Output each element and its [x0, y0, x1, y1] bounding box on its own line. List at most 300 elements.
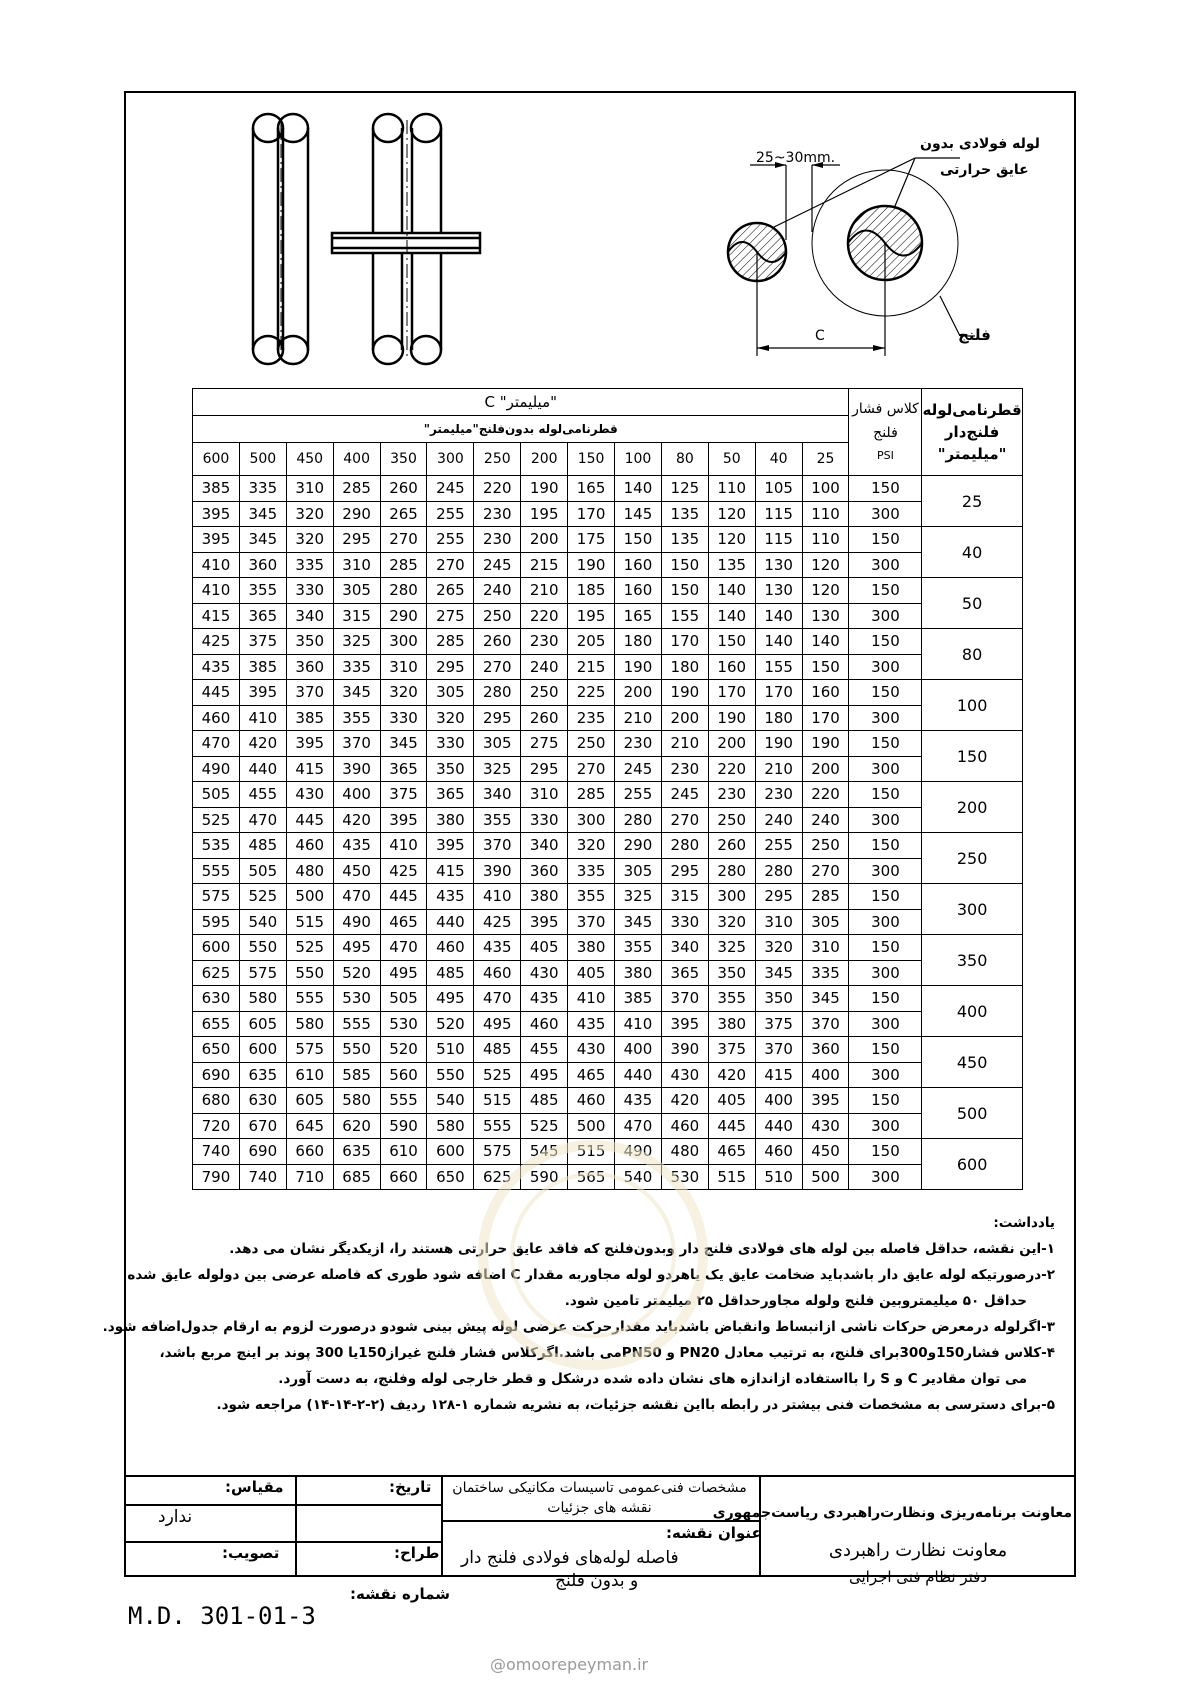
table-cell: 505 [380, 986, 427, 1012]
table-cell: 605 [239, 1011, 286, 1037]
table-cell: 490 [193, 756, 240, 782]
table-cell: 400 [333, 782, 380, 808]
nominal-size-cell: 150 [922, 731, 1022, 782]
table-cell: 230 [474, 501, 521, 527]
table-cell: 320 [427, 705, 474, 731]
table-cell: 365 [661, 960, 708, 986]
table-cell: 555 [474, 1113, 521, 1139]
table-cell: 385 [286, 705, 333, 731]
table-cell: 380 [708, 1011, 755, 1037]
table-cell: 300 [380, 629, 427, 655]
table-cell: 470 [333, 884, 380, 910]
table-cell: 395 [286, 731, 333, 757]
pressure-class-cell: 300 [849, 1164, 922, 1190]
table-cell: 370 [802, 1011, 849, 1037]
table-cell: 280 [708, 858, 755, 884]
table-cell: 220 [474, 476, 521, 502]
table-cell: 285 [333, 476, 380, 502]
table-cell: 340 [521, 833, 568, 859]
table-cell: 230 [755, 782, 802, 808]
table-cell: 270 [802, 858, 849, 884]
table-cell: 220 [521, 603, 568, 629]
table-cell: 405 [568, 960, 615, 986]
pressure-class-cell: 150 [849, 476, 922, 502]
table-cell: 285 [568, 782, 615, 808]
table-cell: 310 [802, 935, 849, 961]
table-cell: 130 [755, 552, 802, 578]
table-cell: 140 [708, 603, 755, 629]
table-cell: 415 [286, 756, 333, 782]
table-cell: 365 [239, 603, 286, 629]
table-cell: 360 [521, 858, 568, 884]
table-cell: 660 [380, 1164, 427, 1190]
pipe-with-flange-elevation [332, 114, 480, 364]
pressure-class-cell: 300 [849, 756, 922, 782]
table-cell: 245 [661, 782, 708, 808]
table-cell: 720 [193, 1113, 240, 1139]
table-cell: 205 [568, 629, 615, 655]
table-cell: 150 [661, 578, 708, 604]
table-cell: 530 [333, 986, 380, 1012]
drawing-title-line-1: فاصله لوله‌های فولادی فلنج دار [461, 1548, 679, 1568]
table-cell: 550 [427, 1062, 474, 1088]
table-cell: 410 [193, 552, 240, 578]
table-cell: 585 [333, 1062, 380, 1088]
header-sub: قطرنامی‌لوله بدون‌فلنج"میلیمتر" [193, 416, 849, 443]
table-cell: 215 [568, 654, 615, 680]
table-row [193, 680, 1023, 706]
table-cell: 535 [193, 833, 240, 859]
table-cell: 440 [427, 909, 474, 935]
table-cell: 310 [333, 552, 380, 578]
table-row [193, 603, 1023, 629]
table-cell: 590 [521, 1164, 568, 1190]
table-cell: 190 [708, 705, 755, 731]
table-cell: 520 [380, 1037, 427, 1063]
table-cell: 100 [802, 476, 849, 502]
table-cell: 120 [802, 578, 849, 604]
table-cell: 410 [193, 578, 240, 604]
table-cell: 525 [521, 1113, 568, 1139]
table-cell: 500 [568, 1113, 615, 1139]
table-cell: 250 [474, 603, 521, 629]
nominal-size-cell: 450 [922, 1037, 1022, 1088]
header-nominal: قطرنامی‌لوله فلنج‌دار "میلیمتر" [922, 389, 1022, 476]
table-cell: 325 [474, 756, 521, 782]
table-cell: 120 [708, 527, 755, 553]
table-cell: 435 [427, 884, 474, 910]
table-cell: 590 [380, 1113, 427, 1139]
table-cell: 320 [708, 909, 755, 935]
table-cell: 230 [521, 629, 568, 655]
table-cell: 450 [802, 1139, 849, 1165]
table-cell: 335 [333, 654, 380, 680]
table-cell: 385 [193, 476, 240, 502]
table-cell: 395 [521, 909, 568, 935]
table-cell: 580 [286, 1011, 333, 1037]
table-cell: 595 [193, 909, 240, 935]
table-cell: 255 [427, 501, 474, 527]
table-cell: 345 [239, 527, 286, 553]
table-cell: 410 [568, 986, 615, 1012]
table-cell: 425 [474, 909, 521, 935]
table-cell: 420 [333, 807, 380, 833]
table-cell: 140 [755, 603, 802, 629]
table-cell: 415 [755, 1062, 802, 1088]
table-row [193, 476, 1023, 502]
table-cell: 175 [568, 527, 615, 553]
pressure-class-cell: 150 [849, 782, 922, 808]
table-cell: 325 [708, 935, 755, 961]
table-cell: 600 [427, 1139, 474, 1165]
table-cell: 685 [333, 1164, 380, 1190]
table-cell: 435 [615, 1088, 662, 1114]
table-cell: 455 [521, 1037, 568, 1063]
pressure-class-cell: 150 [849, 1037, 922, 1063]
table-cell: 525 [286, 935, 333, 961]
table-cell: 315 [333, 603, 380, 629]
table-cell: 530 [380, 1011, 427, 1037]
organization-line-1: معاونت برنامه‌ریزی ونظارت‌راهبردی ریاست‌جمهوری [712, 1505, 1072, 1521]
table-cell: 395 [239, 680, 286, 706]
table-cell: 115 [755, 501, 802, 527]
table-cell: 430 [568, 1037, 615, 1063]
table-cell: 275 [427, 603, 474, 629]
table-cell: 465 [708, 1139, 755, 1165]
table-cell: 105 [755, 476, 802, 502]
table-cell: 395 [193, 501, 240, 527]
table-cell: 470 [474, 986, 521, 1012]
drawing-no-label: شماره نقشه: [350, 1585, 450, 1603]
table-cell: 680 [193, 1088, 240, 1114]
column-header-40: 40 [755, 443, 802, 476]
table-cell: 305 [802, 909, 849, 935]
table-cell: 120 [708, 501, 755, 527]
table-cell: 435 [568, 1011, 615, 1037]
table-cell: 740 [193, 1139, 240, 1165]
scale-label: مقیاس: [225, 1478, 284, 1496]
table-cell: 305 [474, 731, 521, 757]
table-row [193, 501, 1023, 527]
table-cell: 235 [568, 705, 615, 731]
table-cell: 280 [474, 680, 521, 706]
table-cell: 575 [286, 1037, 333, 1063]
nominal-size-cell: 80 [922, 629, 1022, 680]
table-cell: 350 [286, 629, 333, 655]
table-cell: 355 [239, 578, 286, 604]
table-cell: 110 [802, 501, 849, 527]
table-row [193, 1088, 1023, 1114]
notes-title: یادداشت: [993, 1215, 1055, 1231]
table-cell: 555 [380, 1088, 427, 1114]
table-cell: 430 [802, 1113, 849, 1139]
table-cell: 320 [755, 935, 802, 961]
table-cell: 320 [380, 680, 427, 706]
table-cell: 600 [193, 935, 240, 961]
table-cell: 610 [286, 1062, 333, 1088]
table-cell: 395 [802, 1088, 849, 1114]
table-cell: 455 [239, 782, 286, 808]
table-cell: 490 [333, 909, 380, 935]
table-cell: 385 [615, 986, 662, 1012]
table-cell: 650 [193, 1037, 240, 1063]
drawing-title-line-2: و بدون فلنج [555, 1571, 639, 1591]
table-cell: 400 [615, 1037, 662, 1063]
pressure-class-cell: 300 [849, 858, 922, 884]
table-cell: 330 [380, 705, 427, 731]
nominal-size-cell: 500 [922, 1088, 1022, 1139]
organization-line-3: دفتر نظام فنی اجرایی [848, 1568, 988, 1586]
table-cell: 270 [568, 756, 615, 782]
header-c: "میلیمتر" C [193, 389, 849, 416]
table-cell: 305 [427, 680, 474, 706]
table-cell: 520 [427, 1011, 474, 1037]
table-row [193, 1037, 1023, 1063]
table-cell: 210 [661, 731, 708, 757]
table-cell: 335 [802, 960, 849, 986]
table-cell: 380 [427, 807, 474, 833]
table-cell: 500 [286, 884, 333, 910]
table-cell: 435 [333, 833, 380, 859]
pressure-class-cell: 300 [849, 1113, 922, 1139]
table-cell: 370 [286, 680, 333, 706]
table-cell: 195 [521, 501, 568, 527]
table-cell: 480 [286, 858, 333, 884]
table-cell: 620 [333, 1113, 380, 1139]
table-cell: 460 [568, 1088, 615, 1114]
table-cell: 290 [615, 833, 662, 859]
table-cell: 295 [427, 654, 474, 680]
table-row [193, 833, 1023, 859]
table-cell: 470 [380, 935, 427, 961]
table-cell: 655 [193, 1011, 240, 1037]
watermark-seal-inner [510, 1172, 676, 1338]
table-cell: 340 [661, 935, 708, 961]
table-cell: 485 [521, 1088, 568, 1114]
pressure-class-cell: 300 [849, 603, 922, 629]
table-cell: 635 [333, 1139, 380, 1165]
table-cell: 345 [380, 731, 427, 757]
table-cell: 425 [380, 858, 427, 884]
pressure-class-cell: 150 [849, 1088, 922, 1114]
table-cell: 445 [380, 884, 427, 910]
organization-line-2: معاونت نظارت راهبردی [828, 1540, 1008, 1561]
table-cell: 505 [239, 858, 286, 884]
table-row [193, 1113, 1023, 1139]
table-cell: 630 [193, 986, 240, 1012]
table-cell: 325 [333, 629, 380, 655]
table-cell: 255 [615, 782, 662, 808]
table-cell: 395 [427, 833, 474, 859]
table-cell: 445 [286, 807, 333, 833]
table-cell: 120 [802, 552, 849, 578]
table-cell: 630 [239, 1088, 286, 1114]
note-1: ۱-این نقشه، حداقل فاصله بین لوله های فولادی فلنج دار وبدون‌فلنج که فاقد عایق حرارتی هستند را، ازیکدیگر نشان می دهد. [229, 1241, 1055, 1257]
note-2b: حداقل ۵۰ میلیمتروبین فلنج ولوله مجاورحداقل ۲۵ میلیمتر تامین شود. [564, 1293, 1027, 1309]
table-cell: 375 [755, 1011, 802, 1037]
table-cell: 320 [286, 501, 333, 527]
table-cell: 495 [521, 1062, 568, 1088]
table-row [193, 654, 1023, 680]
table-cell: 545 [521, 1139, 568, 1165]
table-cell: 330 [427, 731, 474, 757]
table-cell: 280 [661, 833, 708, 859]
clearance-label: 25~30mm. [756, 150, 836, 166]
table-cell: 400 [802, 1062, 849, 1088]
table-cell: 300 [568, 807, 615, 833]
pressure-class-cell: 300 [849, 654, 922, 680]
table-cell: 430 [521, 960, 568, 986]
nominal-size-cell: 200 [922, 782, 1022, 833]
pressure-class-cell: 150 [849, 884, 922, 910]
table-cell: 390 [333, 756, 380, 782]
table-cell: 550 [333, 1037, 380, 1063]
table-cell: 160 [615, 578, 662, 604]
table-cell: 320 [568, 833, 615, 859]
drawing-number: M.D. 301-01-3 [128, 1602, 316, 1630]
clearance-table [192, 388, 1023, 1190]
table-cell: 140 [755, 629, 802, 655]
table-row [193, 731, 1023, 757]
pressure-class-cell: 300 [849, 705, 922, 731]
table-cell: 435 [474, 935, 521, 961]
table-cell: 145 [615, 501, 662, 527]
table-cell: 195 [568, 603, 615, 629]
table-cell: 405 [708, 1088, 755, 1114]
table-cell: 190 [521, 476, 568, 502]
table-cell: 410 [615, 1011, 662, 1037]
table-cell: 280 [380, 578, 427, 604]
table-cell: 460 [427, 935, 474, 961]
table-cell: 285 [427, 629, 474, 655]
table-cell: 390 [474, 858, 521, 884]
drawing-title-label: عنوان نقشه: [666, 1524, 762, 1542]
table-cell: 275 [521, 731, 568, 757]
table-cell: 635 [239, 1062, 286, 1088]
table-cell: 210 [521, 578, 568, 604]
nominal-size-cell: 40 [922, 527, 1022, 578]
table-cell: 515 [286, 909, 333, 935]
table-cell: 230 [708, 782, 755, 808]
table-cell: 515 [568, 1139, 615, 1165]
table-cell: 740 [239, 1164, 286, 1190]
column-header-150: 150 [568, 443, 615, 476]
table-cell: 225 [568, 680, 615, 706]
table-cell: 495 [474, 1011, 521, 1037]
table-cell: 245 [615, 756, 662, 782]
table-cell: 155 [661, 603, 708, 629]
table-cell: 515 [708, 1164, 755, 1190]
table-cell: 220 [708, 756, 755, 782]
table-cell: 285 [802, 884, 849, 910]
table-cell: 270 [474, 654, 521, 680]
table-cell: 495 [380, 960, 427, 986]
table-cell: 555 [193, 858, 240, 884]
table-cell: 370 [333, 731, 380, 757]
table-cell: 330 [521, 807, 568, 833]
table-cell: 460 [474, 960, 521, 986]
table-cell: 370 [474, 833, 521, 859]
pressure-class-cell: 300 [849, 552, 922, 578]
table-cell: 395 [661, 1011, 708, 1037]
header-class: کلاس فشار فلنج PSI [849, 389, 922, 476]
table-cell: 350 [708, 960, 755, 986]
table-cell: 155 [755, 654, 802, 680]
table-cell: 135 [708, 552, 755, 578]
table-cell: 165 [615, 603, 662, 629]
table-cell: 470 [239, 807, 286, 833]
table-cell: 190 [802, 731, 849, 757]
table-cell: 435 [521, 986, 568, 1012]
table-row [193, 782, 1023, 808]
table-cell: 215 [521, 552, 568, 578]
table-row [193, 578, 1023, 604]
table-cell: 210 [755, 756, 802, 782]
table-cell: 115 [755, 527, 802, 553]
table-cell: 470 [615, 1113, 662, 1139]
table-cell: 370 [661, 986, 708, 1012]
table-cell: 320 [286, 527, 333, 553]
table-cell: 540 [427, 1088, 474, 1114]
pressure-class-cell: 150 [849, 731, 922, 757]
nominal-size-cell: 250 [922, 833, 1022, 884]
table-cell: 185 [568, 578, 615, 604]
table-cell: 170 [755, 680, 802, 706]
column-header-25: 25 [802, 443, 849, 476]
table-cell: 260 [521, 705, 568, 731]
table-cell: 140 [802, 629, 849, 655]
table-cell: 525 [193, 807, 240, 833]
table-cell: 495 [427, 986, 474, 1012]
table-cell: 265 [427, 578, 474, 604]
table-cell: 365 [380, 756, 427, 782]
table-cell: 555 [286, 986, 333, 1012]
table-cell: 200 [615, 680, 662, 706]
table-cell: 625 [193, 960, 240, 986]
table-cell: 250 [521, 680, 568, 706]
table-cell: 260 [708, 833, 755, 859]
table-cell: 345 [333, 680, 380, 706]
table-cell: 250 [568, 731, 615, 757]
note-3: ۳-اگرلوله درمعرض حرکات ناشی ازانبساط وانقباض باشدباید مقدارحرکت عرضی لوله پیش بینی شودو درصورت لزوم به ارقام جدول‌اضافه شود. [102, 1319, 1055, 1335]
table-cell: 565 [568, 1164, 615, 1190]
pressure-class-cell: 300 [849, 1062, 922, 1088]
nominal-size-cell: 50 [922, 578, 1022, 629]
table-cell: 360 [802, 1037, 849, 1063]
table-cell: 510 [755, 1164, 802, 1190]
table-cell: 280 [615, 807, 662, 833]
table-row [193, 552, 1023, 578]
table-cell: 355 [708, 986, 755, 1012]
table-cell: 310 [521, 782, 568, 808]
table-row [193, 935, 1023, 961]
table-cell: 350 [427, 756, 474, 782]
table-cell: 295 [521, 756, 568, 782]
table-cell: 355 [615, 935, 662, 961]
nominal-size-cell: 100 [922, 680, 1022, 731]
site-footer: @omoorepeyman.ir [490, 1655, 649, 1674]
nominal-size-cell: 400 [922, 986, 1022, 1037]
table-cell: 690 [193, 1062, 240, 1088]
table-cell: 110 [802, 527, 849, 553]
table-cell: 485 [474, 1037, 521, 1063]
spec-line-2: نقشه های جزئیات [547, 1500, 652, 1516]
table-cell: 580 [333, 1088, 380, 1114]
table-cell: 395 [193, 527, 240, 553]
table-cell: 345 [239, 501, 286, 527]
table-cell: 415 [193, 603, 240, 629]
table-cell: 440 [755, 1113, 802, 1139]
